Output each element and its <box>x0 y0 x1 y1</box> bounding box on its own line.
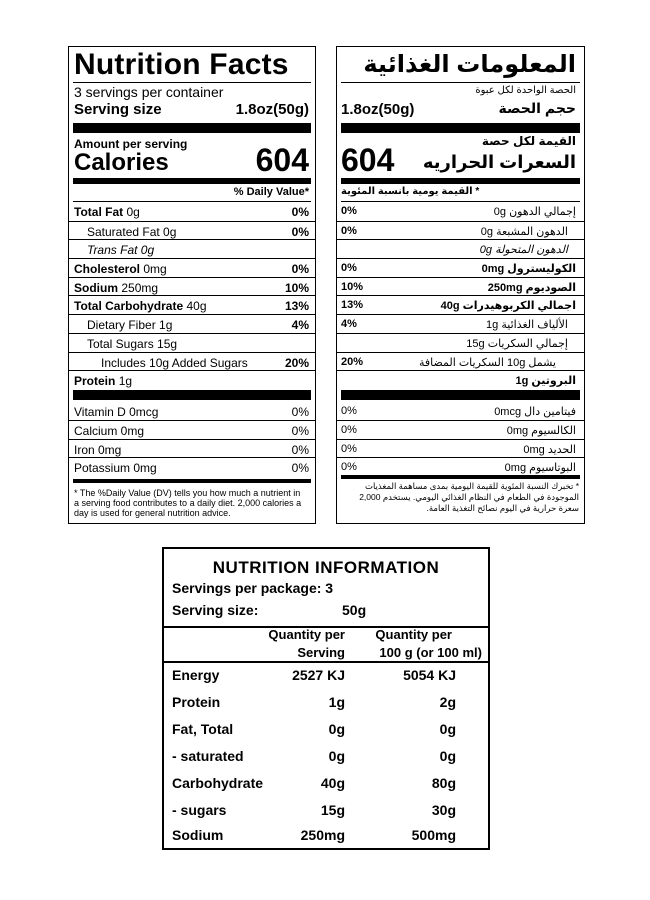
arabic-daily-value-header: * القيمة يومية بانسبة المئوية <box>341 186 480 197</box>
vitamin-row-potassium <box>69 457 315 476</box>
arabic-vitamin-row <box>337 457 584 476</box>
arabic-vitamin-name: الكالسيوم 0mg <box>506 425 576 437</box>
ni-row-per-serving: 0g <box>328 748 345 764</box>
arabic-nutrient-row <box>337 202 584 220</box>
arabic-serving-size-label: حجم الحصة <box>498 100 576 116</box>
arabic-nutrient-row <box>337 239 584 258</box>
ni-row-label: Carbohydrate <box>172 775 264 791</box>
ni-row-per-serving: 15g <box>320 802 345 818</box>
arabic-nutrient-dv: 0% <box>341 225 357 237</box>
nutrient-row-total-fat <box>69 202 315 220</box>
vitamin-dv: 0% <box>291 424 309 438</box>
ni-row-label: Protein <box>172 694 221 710</box>
arabic-nutrient-row <box>337 370 584 389</box>
nutrient-dv: 0% <box>291 205 309 219</box>
nutrient-row-added-sugars <box>69 352 315 371</box>
ni-col-header-serving-2: Serving <box>297 645 345 660</box>
arabic-nutrient-name: إجمالي الدهون 0g <box>493 206 576 218</box>
arabic-nutrient-row <box>337 352 584 371</box>
nutrient-dv: 4% <box>291 318 309 332</box>
daily-value-footnote: * The %Daily Value (DV) tells you how much a nutrient in a serving food contributes to a daily diet. 2,000 calories a day is used for general nutrition advice. <box>74 488 302 518</box>
arabic-calories-value: 604 <box>341 142 395 178</box>
arabic-nutrient-dv: 13% <box>341 299 364 311</box>
nutrient-amount: 0g <box>126 205 140 219</box>
ni-servings-per-package: Servings per package: 3 <box>172 580 334 596</box>
ni-row-per-100: 500mg <box>411 827 456 843</box>
nutrition-facts-title: Nutrition Facts <box>74 48 289 81</box>
nutrient-dv: 10% <box>284 281 309 295</box>
nutrient-row-total-sugars <box>69 333 315 352</box>
calories-value: 604 <box>255 142 309 178</box>
ni-row-label: Energy <box>172 667 220 683</box>
ni-row-per-serving: 2527 KJ <box>292 667 345 683</box>
vitamin-dv: 0% <box>291 461 309 475</box>
nutrient-amount: 0mg <box>143 262 167 276</box>
vitamin-dv: 0% <box>291 405 309 419</box>
nutrient-name: Trans Fat 0g <box>87 243 155 257</box>
nutrient-row-trans-fat <box>69 239 315 258</box>
arabic-nutrient-dv: 20% <box>341 356 364 368</box>
arabic-calories-label: السعرات الحراريه <box>422 152 576 172</box>
arabic-nutrient-name: الكوليسترول 0mg <box>481 263 576 275</box>
nutrient-row-sodium <box>69 277 315 296</box>
vitamin-name: Calcium 0mg <box>74 424 145 438</box>
arabic-vitamin-name: الحديد 0mg <box>523 444 576 456</box>
arabic-nutrient-name: إجمالي السكريات 15g <box>466 338 568 350</box>
arabic-serving-size-value: 1.8oz(50g) <box>341 101 415 118</box>
nutrient-name: Includes 10g Added Sugars <box>101 356 248 370</box>
nutrient-name: Total Fat <box>74 205 124 219</box>
arabic-amount-per-serving: القيمة لكل حصة <box>481 134 576 148</box>
ni-row-per-100: 2g <box>439 694 456 710</box>
nutrient-amount: 1g <box>118 374 133 388</box>
nutrient-name: Total Carbohydrate <box>74 299 184 313</box>
arabic-nutrient-name: الدهون المشبعة 0g <box>480 226 568 238</box>
ni-row-label: Fat, Total <box>172 721 234 737</box>
arabic-nutrient-name: الصوديوم 250mg <box>487 282 576 294</box>
ni-row-per-serving: 1g <box>328 694 345 710</box>
ni-row-label: Sodium <box>172 827 224 843</box>
arabic-nutrient-name: اجمالي الكربوهيدرات 40g <box>440 300 576 312</box>
vitamin-name: Iron 0mg <box>74 443 122 457</box>
arabic-title: المعلومات الغذائية <box>363 51 576 78</box>
arabic-nutrient-dv: 0% <box>341 205 357 217</box>
serving-size-label: Serving size <box>74 101 162 118</box>
nutrient-row-saturated-fat <box>69 221 315 240</box>
vitamin-row-vitamin-d <box>69 402 315 420</box>
servings-per-container: 3 servings per container <box>74 84 224 100</box>
arabic-nutrient-name: يشمل 10g السكريات المضافة <box>418 357 556 369</box>
calories-label: Calories <box>74 149 169 176</box>
arabic-nutrient-dv: 4% <box>341 318 357 330</box>
nutrient-name: Saturated Fat 0g <box>87 225 177 239</box>
arabic-vitamin-row <box>337 402 584 420</box>
vitamin-row-iron <box>69 439 315 458</box>
nutrient-row-protein <box>69 370 315 389</box>
nutrient-dv: 20% <box>284 356 309 370</box>
arabic-vitamin-dv: 0% <box>341 443 357 455</box>
ni-title: NUTRITION INFORMATION <box>212 558 440 577</box>
ni-col-header-serving-1: Quantity per <box>268 627 345 642</box>
nutrient-row-dietary-fiber <box>69 314 315 333</box>
arabic-nutrient-row <box>337 295 584 314</box>
ni-row-per-serving: 250mg <box>300 827 345 843</box>
vitamin-name: Vitamin D 0mcg <box>74 405 159 419</box>
nutrient-amount: 40g <box>186 299 207 313</box>
nutrient-name: Protein <box>74 374 116 388</box>
nutrition-facts-label-english <box>68 46 316 524</box>
amount-per-serving: Amount per serving <box>74 137 188 151</box>
ni-row-per-100: 5054 KJ <box>403 667 456 683</box>
vitamin-dv: 0% <box>291 443 309 457</box>
arabic-servings-per-container: الحصة الواحدة لكل عبوة <box>475 85 576 96</box>
ni-row-per-serving: 0g <box>328 721 345 737</box>
vitamin-name: Potassium 0mg <box>74 461 157 475</box>
ni-row-per-100: 30g <box>431 802 456 818</box>
ni-row-per-serving: 40g <box>320 775 345 791</box>
arabic-vitamin-dv: 0% <box>341 424 357 436</box>
ni-col-header-100g-1: Quantity per <box>375 627 452 642</box>
arabic-vitamin-name: فيتامين دال 0mcg <box>494 406 576 418</box>
serving-size-value: 1.8oz(50g) <box>235 101 309 118</box>
arabic-vitamin-dv: 0% <box>341 461 357 473</box>
nutrient-name: Sodium <box>74 281 118 295</box>
ni-row-label: - sugars <box>172 802 227 818</box>
nutrition-facts-label-arabic <box>336 46 585 524</box>
ni-row-label: - saturated <box>172 748 244 764</box>
arabic-nutrient-dv: 10% <box>341 281 364 293</box>
arabic-nutrient-name: الألياف الغذائية 1g <box>486 319 568 331</box>
arabic-nutrient-row <box>337 277 584 296</box>
nutrient-dv: 0% <box>291 262 309 276</box>
arabic-nutrient-row <box>337 314 584 333</box>
arabic-nutrient-name: الدهون المتحولة 0g <box>479 244 568 256</box>
arabic-vitamin-row <box>337 420 584 439</box>
nutrient-dv: 0% <box>291 225 309 239</box>
arabic-vitamin-dv: 0% <box>341 405 357 417</box>
arabic-nutrient-dv: 0% <box>341 262 357 274</box>
arabic-nutrient-name: البروتين 1g <box>515 375 576 387</box>
nutrient-row-cholesterol <box>69 258 315 277</box>
ni-row-per-100: 80g <box>431 775 456 791</box>
vitamin-row-calcium <box>69 420 315 439</box>
nutrient-amount: 250mg <box>121 281 159 295</box>
nutrient-name: Dietary Fiber 1g <box>87 318 173 332</box>
arabic-nutrient-row <box>337 258 584 277</box>
nutrition-information-table <box>162 547 490 850</box>
arabic-daily-value-footnote: * تخبرك النسبة المئوية للقيمة اليومية بمدى مساهمة المغذيات الموجودة في الطعام في النظام الغذائي اليومي. يستخدم 2,000 سعرة حرارية في اليوم نصائح التغذية العامة. <box>359 481 579 513</box>
nutrient-dv: 13% <box>284 299 309 313</box>
ni-serving-size-value: 50g <box>342 602 367 618</box>
arabic-vitamin-name: البوتاسيوم 0mg <box>504 462 576 474</box>
arabic-nutrient-row <box>337 333 584 352</box>
ni-row-per-100: 0g <box>439 721 456 737</box>
ni-row-per-100: 0g <box>439 748 456 764</box>
nutrient-name: Total Sugars 15g <box>87 337 178 351</box>
ni-col-header-100g-2: 100 g (or 100 ml) <box>379 645 482 660</box>
daily-value-header: % Daily Value* <box>233 186 309 198</box>
arabic-nutrient-row <box>337 221 584 240</box>
nutrient-row-total-carbohydrate <box>69 295 315 314</box>
ni-serving-size-label: Serving size: <box>172 602 259 618</box>
nutrient-name: Cholesterol <box>74 262 141 276</box>
arabic-vitamin-row <box>337 439 584 458</box>
